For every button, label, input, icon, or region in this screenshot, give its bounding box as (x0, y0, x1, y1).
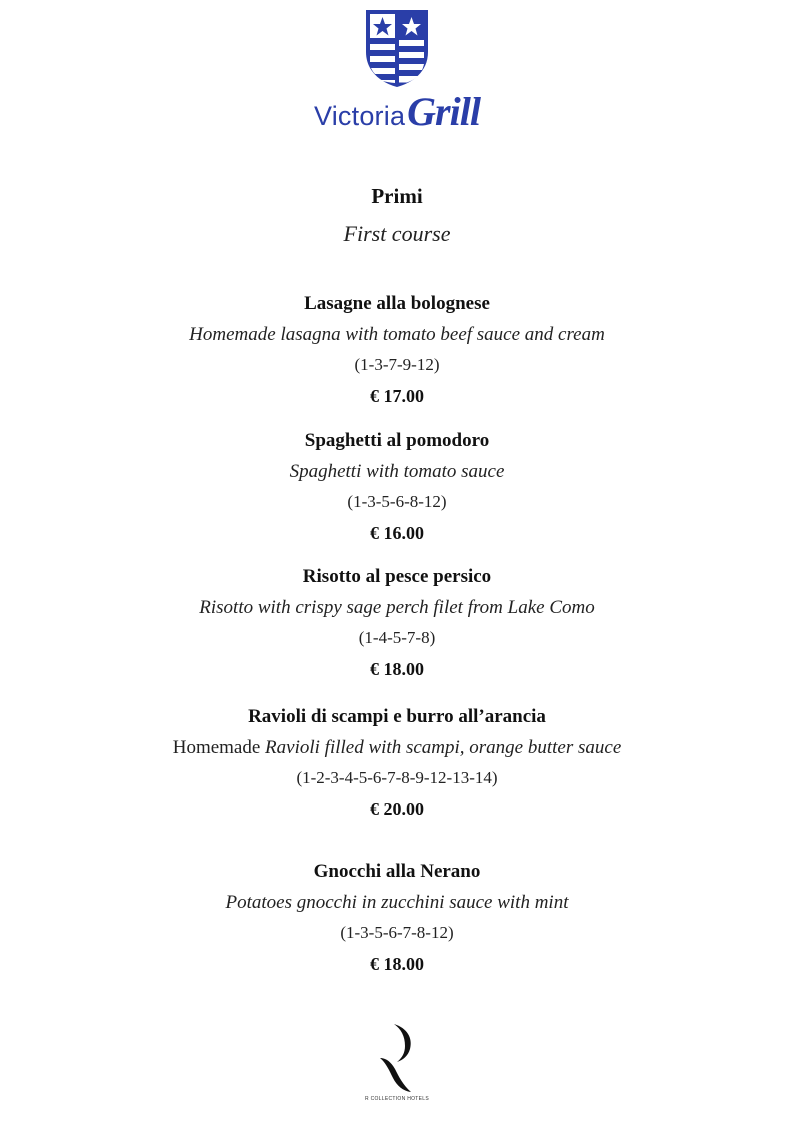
menu-item (0, 857, 794, 979)
header-logo (0, 8, 794, 132)
dish-allergens: (1-3-7-9-12) (354, 355, 440, 374)
menu-item (0, 289, 794, 411)
footer-brand-text: R COLLECTION HOTELS (364, 1096, 430, 1102)
dish-name: Risotto al pesce persico (302, 566, 492, 587)
dish-name: Spaghetti al pomodoro (304, 430, 490, 451)
dish-price: € 20.00 (370, 799, 424, 819)
dish-name: Gnocchi alla Nerano (313, 861, 481, 882)
section-title: Primi (371, 184, 423, 208)
dish-description (0, 319, 794, 350)
dish-name: Ravioli di scampi e burro all’arancia (248, 706, 546, 727)
dish-description-plain: Homemade (172, 737, 266, 758)
dish-description-italic: Potatoes gnocchi in zucchini sauce with mint (225, 892, 569, 913)
dish-description (0, 456, 794, 487)
dish-allergens: (1-4-5-7-8) (358, 628, 436, 647)
dish-price: € 16.00 (370, 523, 424, 543)
dish-allergens: (1-3-5-6-7-8-12) (340, 923, 454, 942)
dish-allergens: (1-3-5-6-8-12) (347, 492, 447, 511)
r-collection-logo-icon (377, 1022, 417, 1094)
brand-name (314, 89, 480, 134)
dish-price: € 18.00 (370, 954, 424, 974)
dish-allergens: (1-2-3-4-5-6-7-8-9-12-13-14) (296, 768, 498, 787)
brand-name-grill: Grill (407, 89, 480, 134)
dish-description-italic: Homemade lasagna with tomato beef sauce and cream (189, 324, 605, 345)
dish-description-italic: Risotto with crispy sage perch filet from Lake Como (199, 597, 595, 618)
shield-crest-icon (364, 8, 430, 88)
dish-name: Lasagne alla bolognese (304, 293, 490, 314)
section-subtitle: First course (343, 221, 451, 246)
footer-logo (0, 1022, 794, 1102)
dish-description (0, 592, 794, 623)
menu-item (0, 562, 794, 684)
menu-item (0, 702, 794, 824)
dish-price: € 17.00 (370, 386, 424, 406)
dish-price: € 18.00 (370, 659, 424, 679)
dish-description (0, 732, 794, 763)
dish-description-italic: Ravioli filled with scampi, orange butter sauce (265, 737, 622, 758)
menu-item (0, 426, 794, 548)
dish-description-italic: Spaghetti with tomato sauce (289, 461, 505, 482)
brand-name-victoria: Victoria (314, 101, 406, 131)
dish-description (0, 887, 794, 918)
